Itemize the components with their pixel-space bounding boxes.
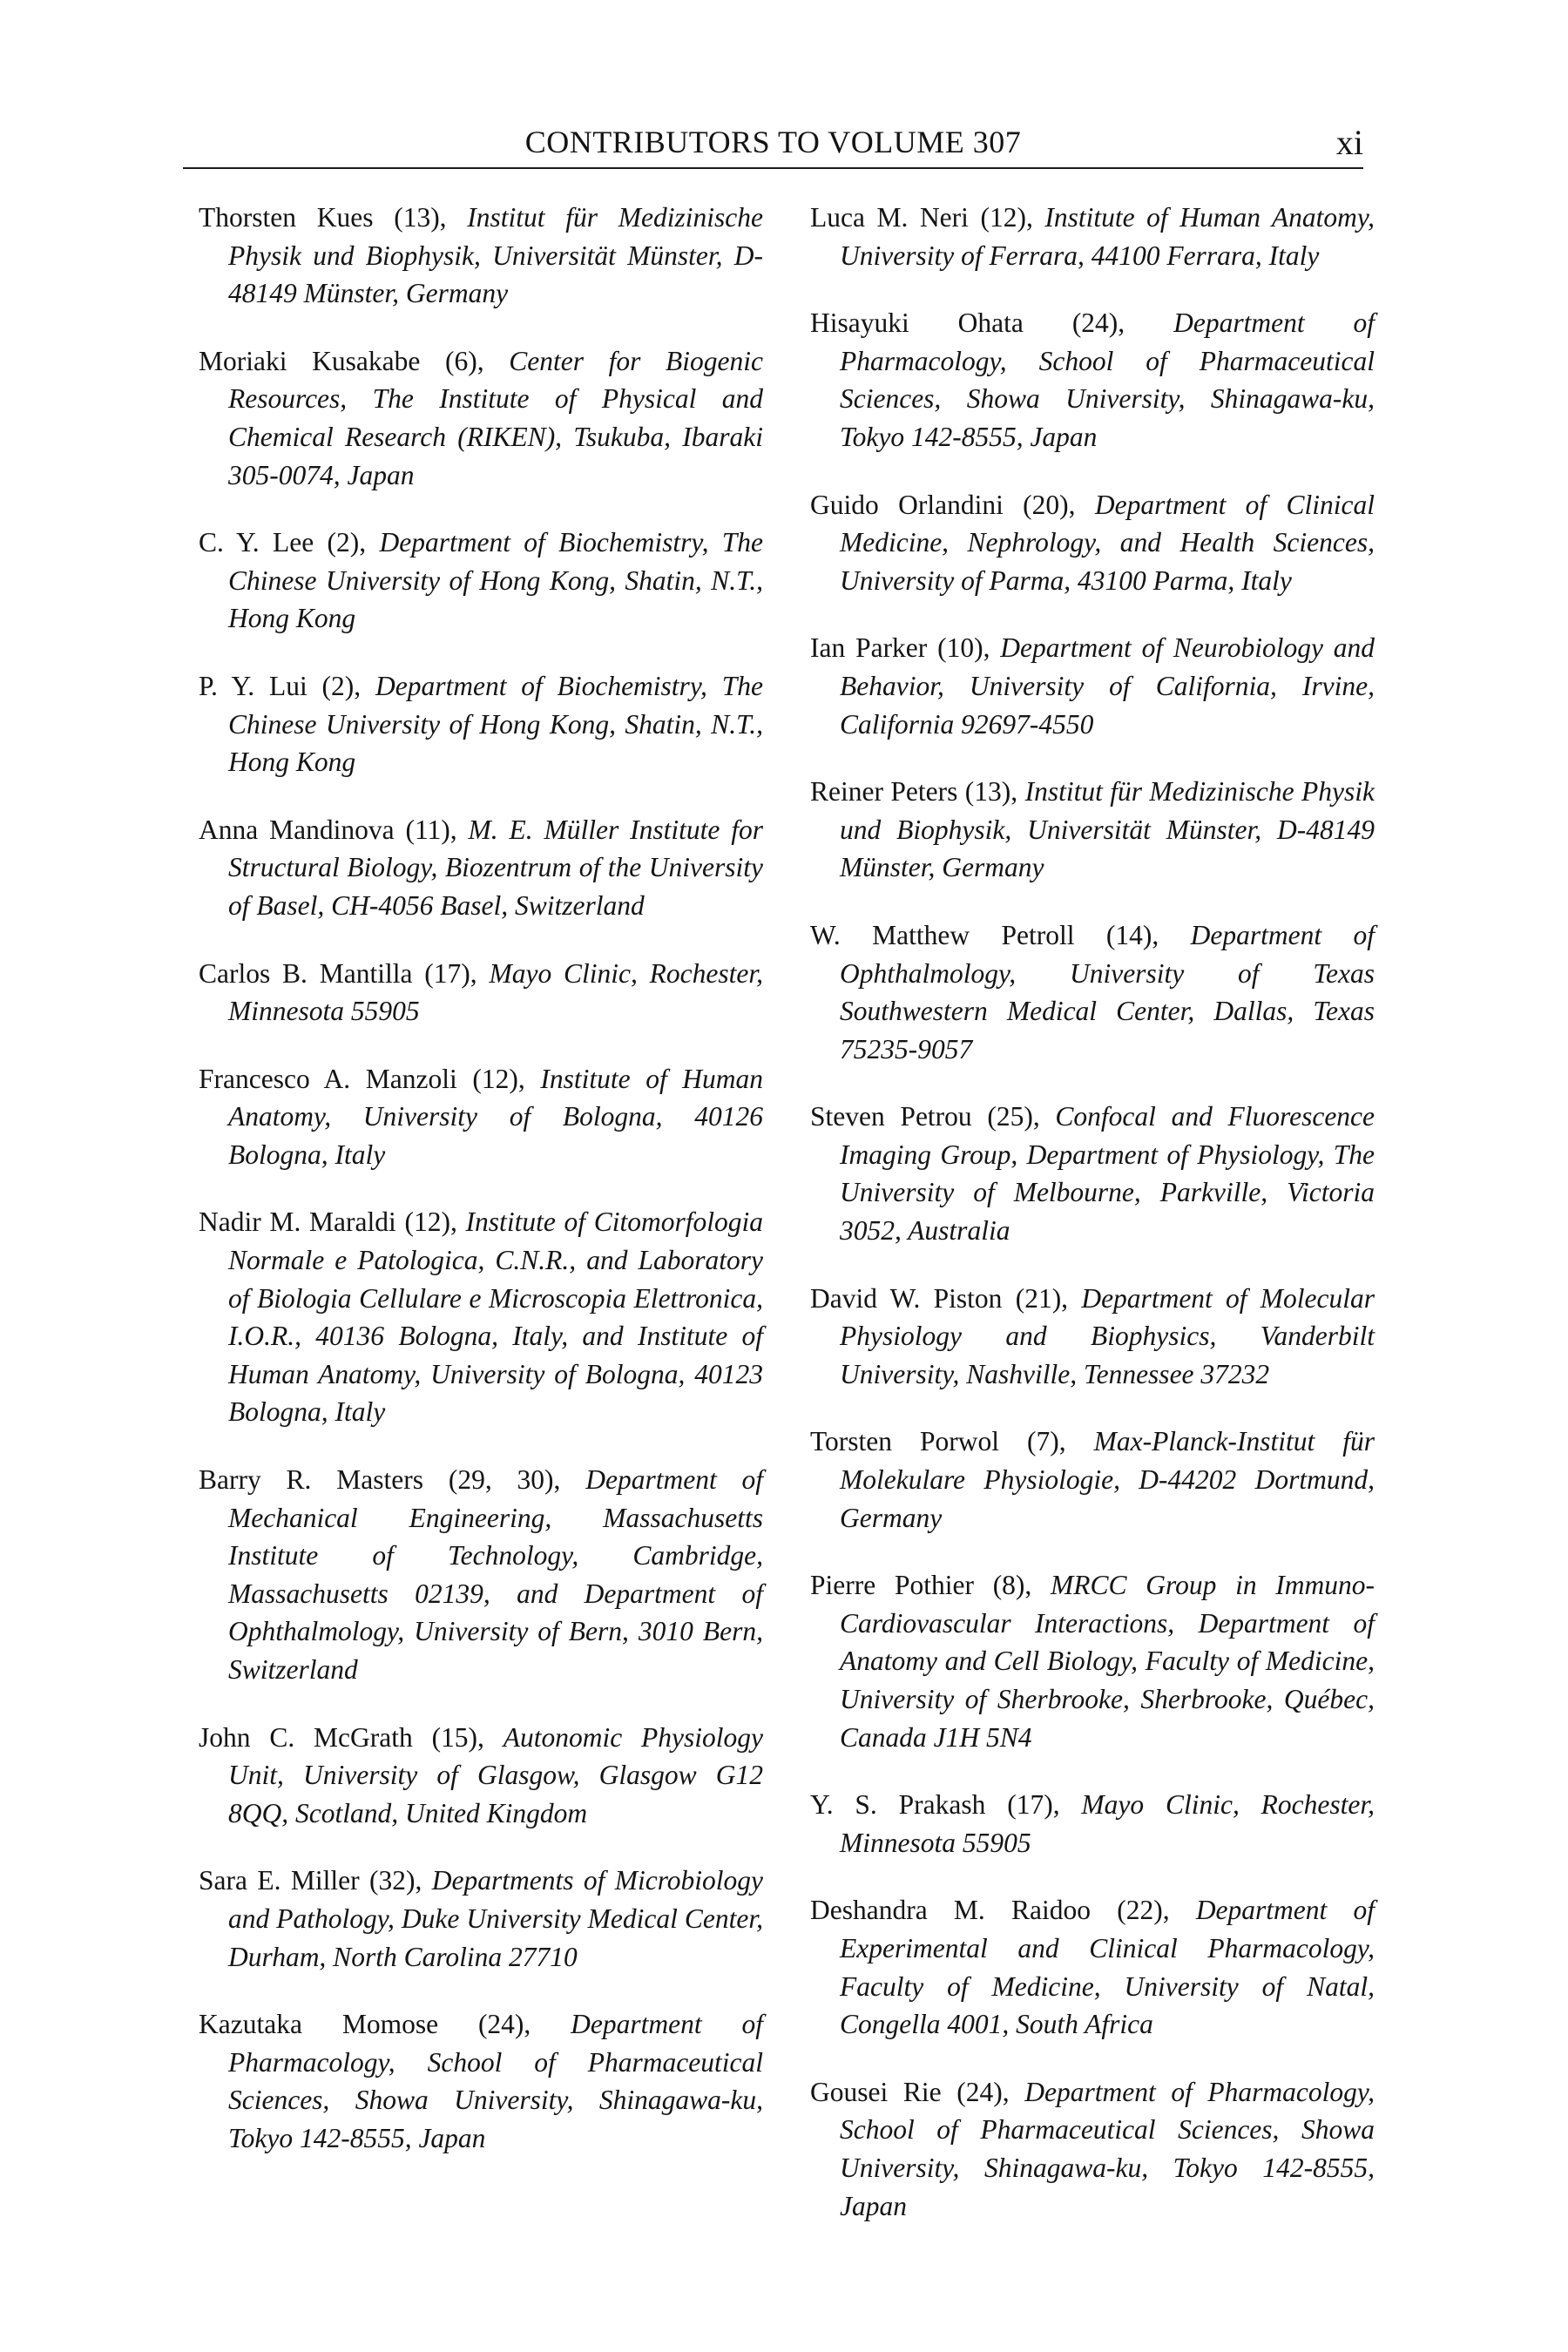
contributor-last-name: Miller bbox=[290, 1865, 360, 1896]
contributor-entry bbox=[810, 629, 1375, 743]
contributor-first-name: Guido bbox=[810, 489, 879, 520]
contributor-last-name: Mantilla bbox=[319, 957, 413, 989]
chapter-ref: (24), bbox=[477, 2009, 531, 2040]
contributor-entry bbox=[810, 486, 1375, 600]
chapter-ref: (8), bbox=[992, 1570, 1032, 1601]
chapter-ref: (22), bbox=[1117, 1895, 1170, 1926]
contributor-first-name: Barry R. bbox=[199, 1464, 312, 1496]
affiliation: Department of Pharmacology, School of Pharmaceutical Sciences, Showa University, Shinagawa-ku, Tokyo 142-8555, Japan bbox=[228, 2009, 764, 2153]
chapter-ref: (24), bbox=[1071, 308, 1125, 339]
contributor-entry bbox=[810, 1098, 1375, 1249]
page-number: xi bbox=[1335, 123, 1363, 162]
contributor-last-name: Orlandini bbox=[898, 489, 1004, 520]
contributor-first-name: Ian bbox=[810, 632, 846, 664]
contributor-first-name: Gousei bbox=[810, 2076, 889, 2107]
affiliation: Departments of Microbiology and Pathology, Duke University Medical Center, Durham, North Carolina 27710 bbox=[228, 1865, 764, 1972]
contributor-entry bbox=[199, 1719, 763, 1833]
contributor-entry bbox=[199, 955, 763, 1031]
chapter-ref: (2), bbox=[321, 670, 362, 701]
contributor-entry bbox=[199, 667, 763, 781]
contributor-last-name: Masters bbox=[336, 1464, 423, 1496]
affiliation: M. E. Müller Institute for Structural Biology, Biozentrum of the University of Basel, CH-4056 Basel, Switzerland bbox=[228, 814, 763, 921]
contributor-first-name: Carlos B. bbox=[199, 957, 308, 989]
contributor-first-name: John C. bbox=[199, 1721, 295, 1753]
chapter-ref: (14), bbox=[1105, 919, 1159, 950]
affiliation: Department of Neurobiology and Behavior, University of California, Irvine, California 92697-4550 bbox=[840, 632, 1375, 740]
contributor-last-name: Rie bbox=[902, 2076, 942, 2107]
chapter-ref: (24), bbox=[956, 2076, 1010, 2107]
contributor-entry bbox=[199, 2005, 763, 2157]
affiliation: Center for Biogenic Resources, The Institute of Physical and Chemical Research (RIKEN), Tsukuba, Ibaraki 305-0074, Japan bbox=[228, 345, 764, 490]
contributor-entry bbox=[810, 304, 1375, 456]
contributor-first-name: Thorsten bbox=[199, 202, 296, 233]
chapter-ref: (25), bbox=[987, 1101, 1040, 1132]
chapter-ref: (12), bbox=[980, 202, 1033, 233]
contributor-last-name: Maraldi bbox=[309, 1206, 396, 1238]
contributor-last-name: Lee bbox=[272, 527, 314, 558]
chapter-ref: (13), bbox=[394, 202, 447, 233]
contributor-entry bbox=[199, 1461, 763, 1689]
contributor-first-name: Torsten bbox=[810, 1426, 893, 1457]
chapter-ref: (12), bbox=[472, 1063, 525, 1094]
contributor-last-name: Ohata bbox=[957, 308, 1024, 339]
affiliation: Department of Biochemistry, The Chinese University of Hong Kong, Shatin, N.T., Hong Kong bbox=[228, 670, 764, 778]
contributor-first-name: Kazutaka bbox=[199, 2009, 302, 2040]
contributor-last-name: Lui bbox=[268, 670, 308, 701]
affiliation: Institute of Human Anatomy, University of Bologna, 40126 Bologna, Italy bbox=[228, 1063, 764, 1170]
contributor-entry bbox=[810, 1786, 1375, 1862]
contributor-last-name: Manzoli bbox=[365, 1063, 457, 1094]
right-column bbox=[810, 199, 1375, 2254]
affiliation: Institute of Human Anatomy, University of Ferrara, 44100 Ferrara, Italy bbox=[840, 202, 1375, 271]
contributor-entry bbox=[810, 1423, 1375, 1537]
chapter-ref: (2), bbox=[327, 527, 367, 558]
affiliation: Institut für Medizinische Physik und Biophysik, Universität Münster, D-48149 Münster, Germany bbox=[840, 776, 1375, 883]
contributor-first-name: Nadir M. bbox=[199, 1206, 301, 1238]
affiliation: Department of Pharmacology, School of Pharmaceutical Sciences, Showa University, Shinagawa-ku, Tokyo 142-8555, Japan bbox=[840, 308, 1375, 452]
contributor-last-name: Raidoo bbox=[1011, 1895, 1092, 1926]
contributor-last-name: Porwol bbox=[920, 1426, 1000, 1457]
contributor-first-name: Luca M. bbox=[810, 202, 909, 233]
affiliation: Mayo Clinic, Rochester, Minnesota 55905 bbox=[840, 1789, 1375, 1858]
contributor-last-name: Momose bbox=[341, 2009, 439, 2040]
contributor-first-name: Francesco A. bbox=[199, 1063, 351, 1094]
contributor-first-name: Hisayuki bbox=[810, 308, 909, 339]
contributor-first-name: Moriaki bbox=[199, 345, 287, 376]
contributor-entry bbox=[199, 342, 763, 494]
contributor-last-name: Kues bbox=[316, 202, 374, 233]
left-column bbox=[199, 199, 763, 2187]
affiliation: Institute of Citomorfologia Normale e Patologica, C.N.R., and Laboratory of Biologia Cellulare e Microscopia Elettronica, I.O.R., 40136 Bologna, Italy, and Institute of Human Anatomy, University of Bologna, 40123 Bologna, Italy bbox=[228, 1206, 764, 1428]
contributor-first-name: Steven bbox=[810, 1101, 885, 1132]
affiliation: Department of Ophthalmology, University of Texas Southwestern Medical Center, Dallas, Texas 75235-9057 bbox=[840, 919, 1375, 1064]
chapter-ref: (15), bbox=[431, 1721, 484, 1753]
affiliation: MRCC Group in Immuno-Cardiovascular Interactions, Department of Anatomy and Cell Biology, Faculty of Medicine, University of Sherbrooke, Sherbrooke, Québec, Canada J1H 5N4 bbox=[840, 1570, 1375, 1753]
contributor-first-name: Reiner bbox=[810, 776, 883, 808]
affiliation: Max-Planck-Institut für Molekulare Physiologie, D-44202 Dortmund, Germany bbox=[840, 1426, 1375, 1533]
page-title: CONTRIBUTORS TO VOLUME 307 bbox=[524, 125, 1022, 159]
contributor-last-name: McGrath bbox=[314, 1721, 413, 1753]
contributor-entry bbox=[810, 1566, 1375, 1756]
chapter-ref: (29, 30), bbox=[448, 1464, 561, 1496]
contributor-first-name: Deshandra M. bbox=[810, 1895, 985, 1926]
affiliation: Department of Molecular Physiology and Biophysics, Vanderbilt University, Nashville, Tennessee 37232 bbox=[840, 1282, 1375, 1389]
contributor-last-name: Kusakabe bbox=[312, 345, 421, 376]
affiliation: Department of Pharmacology, School of Pharmaceutical Sciences, Showa University, Shinagawa-ku, Tokyo 142-8555, Japan bbox=[840, 2076, 1375, 2221]
contributor-last-name: Piston bbox=[933, 1282, 1003, 1314]
contributor-first-name: C. Y. bbox=[199, 527, 260, 558]
chapter-ref: (6), bbox=[445, 345, 484, 376]
chapter-ref: (7), bbox=[1027, 1426, 1066, 1457]
contributor-entry bbox=[810, 773, 1375, 887]
contributor-entry bbox=[810, 1280, 1375, 1394]
affiliation: Department of Mechanical Engineering, Massachusetts Institute of Technology, Cambridge, Massachusetts 02139, and Department of Ophthalmology, University of Bern, 3010 Bern, Switzerland bbox=[228, 1464, 764, 1685]
contributor-entry bbox=[199, 199, 763, 313]
affiliation: Department of Clinical Medicine, Nephrology, and Health Sciences, University of Parma, 43100 Parma, Italy bbox=[840, 489, 1375, 596]
contributor-last-name: Pothier bbox=[894, 1570, 974, 1601]
chapter-ref: (13), bbox=[964, 776, 1018, 808]
contributor-entry bbox=[810, 1891, 1375, 2043]
contributor-entry bbox=[199, 811, 763, 925]
contributor-entry bbox=[199, 1862, 763, 1976]
contributor-entry bbox=[810, 916, 1375, 1068]
contributor-entry bbox=[199, 1203, 763, 1431]
contributor-last-name: Peters bbox=[890, 776, 958, 808]
contributor-first-name: W. Matthew bbox=[810, 919, 970, 950]
contributor-last-name: Mandinova bbox=[269, 814, 395, 845]
contributor-entry bbox=[199, 1060, 763, 1174]
contributor-last-name: Petrou bbox=[900, 1101, 972, 1132]
affiliation: Confocal and Fluorescence Imaging Group, Department of Physiology, The University of Melbourne, Parkville, Victoria 3052, Australia bbox=[840, 1101, 1375, 1247]
contributor-first-name: David W. bbox=[810, 1282, 921, 1314]
affiliation: Department of Experimental and Clinical Pharmacology, Faculty of Medicine, University of Natal, Congella 4001, South Africa bbox=[840, 1895, 1375, 2040]
contributor-last-name: Prakash bbox=[898, 1789, 986, 1821]
contributor-last-name: Petroll bbox=[1001, 919, 1075, 950]
contributor-first-name: Pierre bbox=[810, 1570, 876, 1601]
chapter-ref: (10), bbox=[937, 632, 990, 664]
contributor-first-name: Sara E. bbox=[199, 1865, 281, 1896]
running-header bbox=[183, 122, 1363, 169]
affiliation: Department of Biochemistry, The Chinese University of Hong Kong, Shatin, N.T., Hong Kong bbox=[228, 527, 764, 634]
chapter-ref: (17), bbox=[1007, 1789, 1060, 1821]
contributor-last-name: Parker bbox=[855, 632, 928, 664]
chapter-ref: (32), bbox=[369, 1865, 422, 1896]
contributor-first-name: Y. S. bbox=[810, 1789, 877, 1821]
affiliation: Institut für Medizinische Physik und Biophysik, Universität Münster, D-48149 Münster, Germany bbox=[228, 202, 763, 309]
contributor-entry bbox=[810, 2073, 1375, 2225]
contributor-entry bbox=[810, 199, 1375, 274]
chapter-ref: (20), bbox=[1023, 489, 1076, 520]
contributor-entry bbox=[199, 524, 763, 638]
affiliation: Autonomic Physiology Unit, University of Glasgow, Glasgow G12 8QQ, Scotland, United Kingdom bbox=[228, 1721, 763, 1828]
chapter-ref: (17), bbox=[424, 957, 477, 989]
contributor-first-name: P. Y. bbox=[199, 670, 255, 701]
contributor-first-name: Anna bbox=[199, 814, 259, 845]
contributor-last-name: Neri bbox=[919, 202, 969, 233]
chapter-ref: (11), bbox=[405, 814, 457, 845]
chapter-ref: (12), bbox=[404, 1206, 457, 1238]
chapter-ref: (21), bbox=[1015, 1282, 1069, 1314]
affiliation: Mayo Clinic, Rochester, Minnesota 55905 bbox=[228, 957, 764, 1027]
